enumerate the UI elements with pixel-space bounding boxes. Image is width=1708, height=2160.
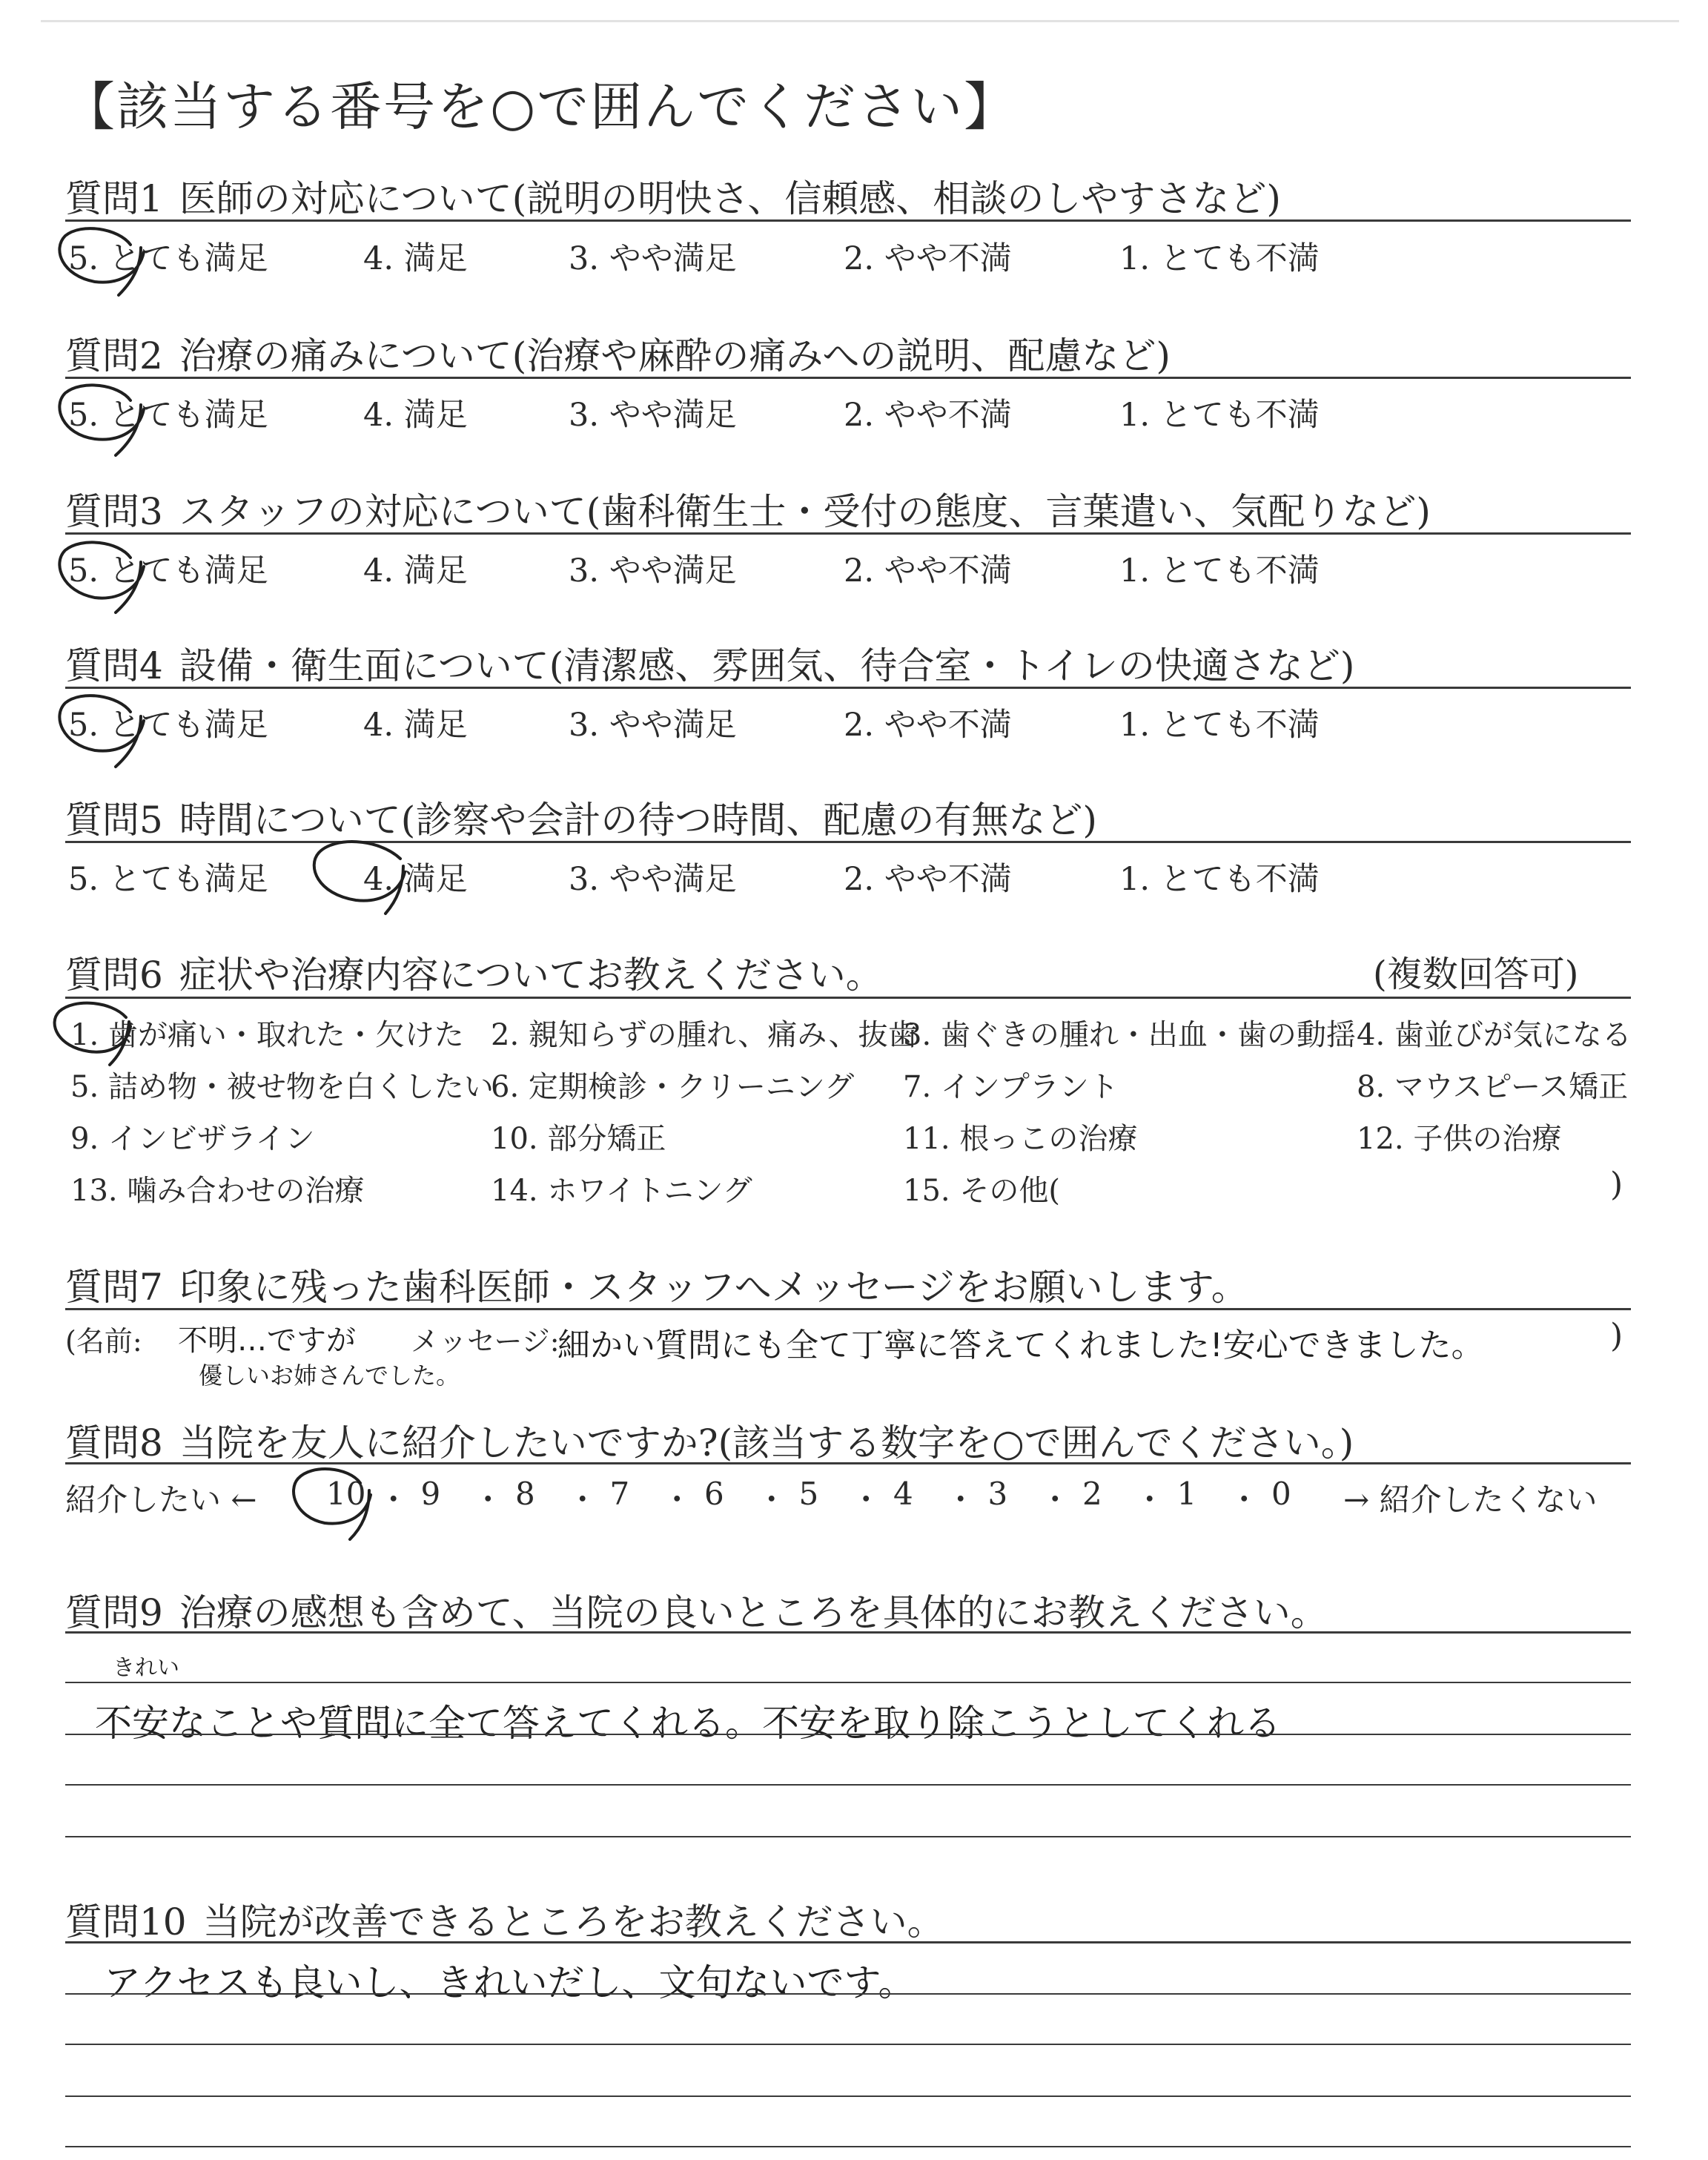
q6-item-3[interactable]: 3. 歯ぐきの腫れ・出血・歯の動揺 [903,1018,1356,1052]
question-6-rule [65,997,1631,999]
question-7 [65,1258,1248,1311]
question-text: 医師の対応について(説明の明快さ、信頼感、相談のしやすさなど) [179,177,1281,220]
q5-option-3[interactable]: 3. やや満足 [569,861,737,898]
answer-line [65,2044,1631,2045]
q1-option-2[interactable]: 2. やや不満 [844,240,1012,277]
q4-option-5[interactable]: 5. とても満足 [68,707,268,744]
question-number: 質問10 [65,1900,187,1943]
question-10-rule [65,1941,1631,1943]
question-text: 印象に残った歯科医師・スタッフへメッセージをお願いします。 [179,1266,1248,1309]
recommend-left-label: 紹介したい ← [65,1482,257,1518]
question-number: 質問2 [65,334,163,377]
question-5-rule [65,841,1631,843]
q6-item-7[interactable]: 7. インプラント [903,1070,1119,1104]
q6-item-10[interactable]: 10. 部分矯正 [491,1122,666,1156]
question-1-rule [65,219,1631,222]
q6-item-9[interactable]: 9. インビザライン [70,1122,315,1156]
q6-item-11[interactable]: 11. 根っこの治療 [903,1122,1138,1156]
question-8 [65,1413,1354,1467]
question-text: 治療の感想も含めて、当院の良いところを具体的にお教えください。 [179,1591,1328,1634]
top-border [41,20,1679,22]
q6-item-13[interactable]: 13. 噛み合わせの治療 [70,1174,365,1208]
question-number: 質問8 [65,1421,163,1464]
scale-separator: ・ [1133,1482,1165,1518]
q1-option-1[interactable]: 1. とても不満 [1119,240,1320,277]
answer-line [65,1734,1631,1735]
question-number: 質問9 [65,1591,163,1634]
question-number: 質問4 [65,644,163,687]
q4-option-2[interactable]: 2. やや不満 [844,707,1012,744]
question-number: 質問1 [65,177,163,220]
q5-option-1[interactable]: 1. とても不満 [1119,861,1320,898]
q6-item-12[interactable]: 12. 子供の治療 [1357,1122,1562,1156]
question-8-rule [65,1462,1631,1464]
scale-separator: ・ [755,1482,787,1518]
question-9-rule [65,1631,1631,1634]
q3-option-2[interactable]: 2. やや不満 [844,552,1012,589]
question-number: 質問5 [65,799,163,842]
q1-option-4[interactable]: 4. 満足 [363,240,468,277]
scale-value-6[interactable]: 6 [704,1476,724,1512]
q2-option-5[interactable]: 5. とても満足 [68,397,268,434]
q4-option-1[interactable]: 1. とても不満 [1119,707,1320,744]
question-number: 質問6 [65,954,163,997]
scale-value-5[interactable]: 5 [798,1476,819,1512]
scale-separator: ・ [472,1482,504,1518]
q3-option-5[interactable]: 5. とても満足 [68,552,268,589]
q6-item-1[interactable]: 1. 歯が痛い・取れた・欠けた [70,1018,464,1052]
scale-value-7[interactable]: 7 [609,1476,630,1512]
answer-line [65,2095,1631,2097]
q6-item-2[interactable]: 2. 親知らずの腫れ、痛み、抜歯 [491,1018,918,1052]
q5-option-2[interactable]: 2. やや不満 [844,861,1012,898]
scale-separator: ・ [944,1482,976,1518]
q10-answer-handwritten[interactable]: アクセスも良いし、きれいだし、文句ないです。 [104,1961,916,2004]
q3-option-1[interactable]: 1. とても不満 [1119,552,1320,589]
q5-option-4[interactable]: 4. 満足 [363,861,468,898]
q6-item-8[interactable]: 8. マウスピース矯正 [1357,1070,1629,1104]
scale-separator: ・ [377,1482,409,1518]
question-10 [65,1892,944,1946]
scale-separator: ・ [1039,1482,1071,1518]
question-3 [65,482,1431,535]
scale-separator: ・ [850,1482,882,1518]
q7-close-paren: ) [1610,1317,1623,1355]
q4-option-4[interactable]: 4. 満足 [363,707,468,744]
answer-line [65,1993,1631,1995]
scale-value-2[interactable]: 2 [1082,1476,1102,1512]
question-9 [65,1583,1328,1636]
q2-option-1[interactable]: 1. とても不満 [1119,397,1320,434]
scale-value-4[interactable]: 4 [893,1476,913,1512]
q9-note-handwritten: きれい [113,1655,179,1681]
q1-option-3[interactable]: 3. やや満足 [569,240,737,277]
question-4-rule [65,687,1631,689]
scale-value-10[interactable]: 10 [326,1476,366,1512]
scale-separator: ・ [566,1482,598,1518]
q9-answer-handwritten[interactable]: 不安なことや質問に全て答えてくれる。不安を取り除こうとしてくれる [95,1702,1281,1745]
q2-option-4[interactable]: 4. 満足 [363,397,468,434]
scale-value-1[interactable]: 1 [1176,1476,1197,1512]
q3-option-3[interactable]: 3. やや満足 [569,552,737,589]
question-number: 質問7 [65,1266,163,1309]
question-6 [65,945,883,999]
question-5 [65,790,1097,844]
q5-option-5[interactable]: 5. とても満足 [68,861,268,898]
scale-value-3[interactable]: 3 [987,1476,1008,1512]
answer-line [65,1682,1631,1683]
question-2 [65,326,1171,380]
question-text: 当院を友人に紹介したいですか?(該当する数字を○で囲んでください。) [179,1421,1354,1464]
question-text: 当院が改善できるところをお教えください。 [202,1900,944,1943]
question-text: 設備・衛生面について(清潔感、雰囲気、待合室・トイレの快適さなど) [179,644,1355,687]
question-4 [65,636,1354,690]
scale-value-0[interactable]: 0 [1271,1476,1291,1512]
q2-option-2[interactable]: 2. やや不満 [844,397,1012,434]
question-text: 症状や治療内容についてお教えください。 [179,954,883,997]
q4-option-3[interactable]: 3. やや満足 [569,707,737,744]
q6-item-5[interactable]: 5. 詰め物・被せ物を白くしたい [70,1070,494,1104]
name-label: (名前: [65,1325,142,1358]
scale-separator: ・ [1228,1482,1260,1518]
q6-item-6[interactable]: 6. 定期検診・クリーニング [491,1070,855,1104]
q6-item-14[interactable]: 14. ホワイトニング [491,1174,752,1208]
answer-line [65,1784,1631,1786]
question-number: 質問3 [65,490,163,533]
form-title: 【該当する番号を○で囲んでください】 [63,76,1018,137]
name-note-handwritten: 優しいお姉さんでした。 [199,1361,460,1390]
q1-option-5[interactable]: 5. とても満足 [68,240,268,277]
q6-item-4[interactable]: 4. 歯並びが気になる [1357,1018,1632,1052]
name-handwritten[interactable]: 不明…ですが [178,1324,356,1358]
q2-option-3[interactable]: 3. やや満足 [569,397,737,434]
question-1 [65,169,1281,222]
scale-value-9[interactable]: 9 [420,1476,441,1512]
question-text: 時間について(診察や会計の待つ時間、配慮の有無など) [179,799,1097,842]
scale-separator: ・ [661,1482,693,1518]
q3-option-4[interactable]: 4. 満足 [363,552,468,589]
scale-value-8[interactable]: 8 [515,1476,535,1512]
answer-line [65,1836,1631,1837]
question-3-rule [65,532,1631,535]
q6-other-close-paren: ) [1610,1166,1623,1203]
question-text: 治療の痛みについて(治療や麻酔の痛みへの説明、配慮など) [179,334,1171,377]
answer-line [65,2146,1631,2147]
question-2-rule [65,377,1631,379]
q6-item-15[interactable]: 15. その他( [903,1174,1060,1208]
question-7-rule [65,1308,1631,1310]
recommend-right-label: → 紹介したくない [1343,1482,1598,1518]
message-label: メッセージ: [411,1325,560,1358]
question-text: スタッフの対応について(歯科衛生士・受付の態度、言葉遣い、気配りなど) [179,490,1431,533]
multiple-answers-note: (複数回答可) [1373,954,1579,995]
message-handwritten[interactable]: 細かい質問にも全て丁寧に答えてくれました!安心できました。 [557,1327,1484,1364]
